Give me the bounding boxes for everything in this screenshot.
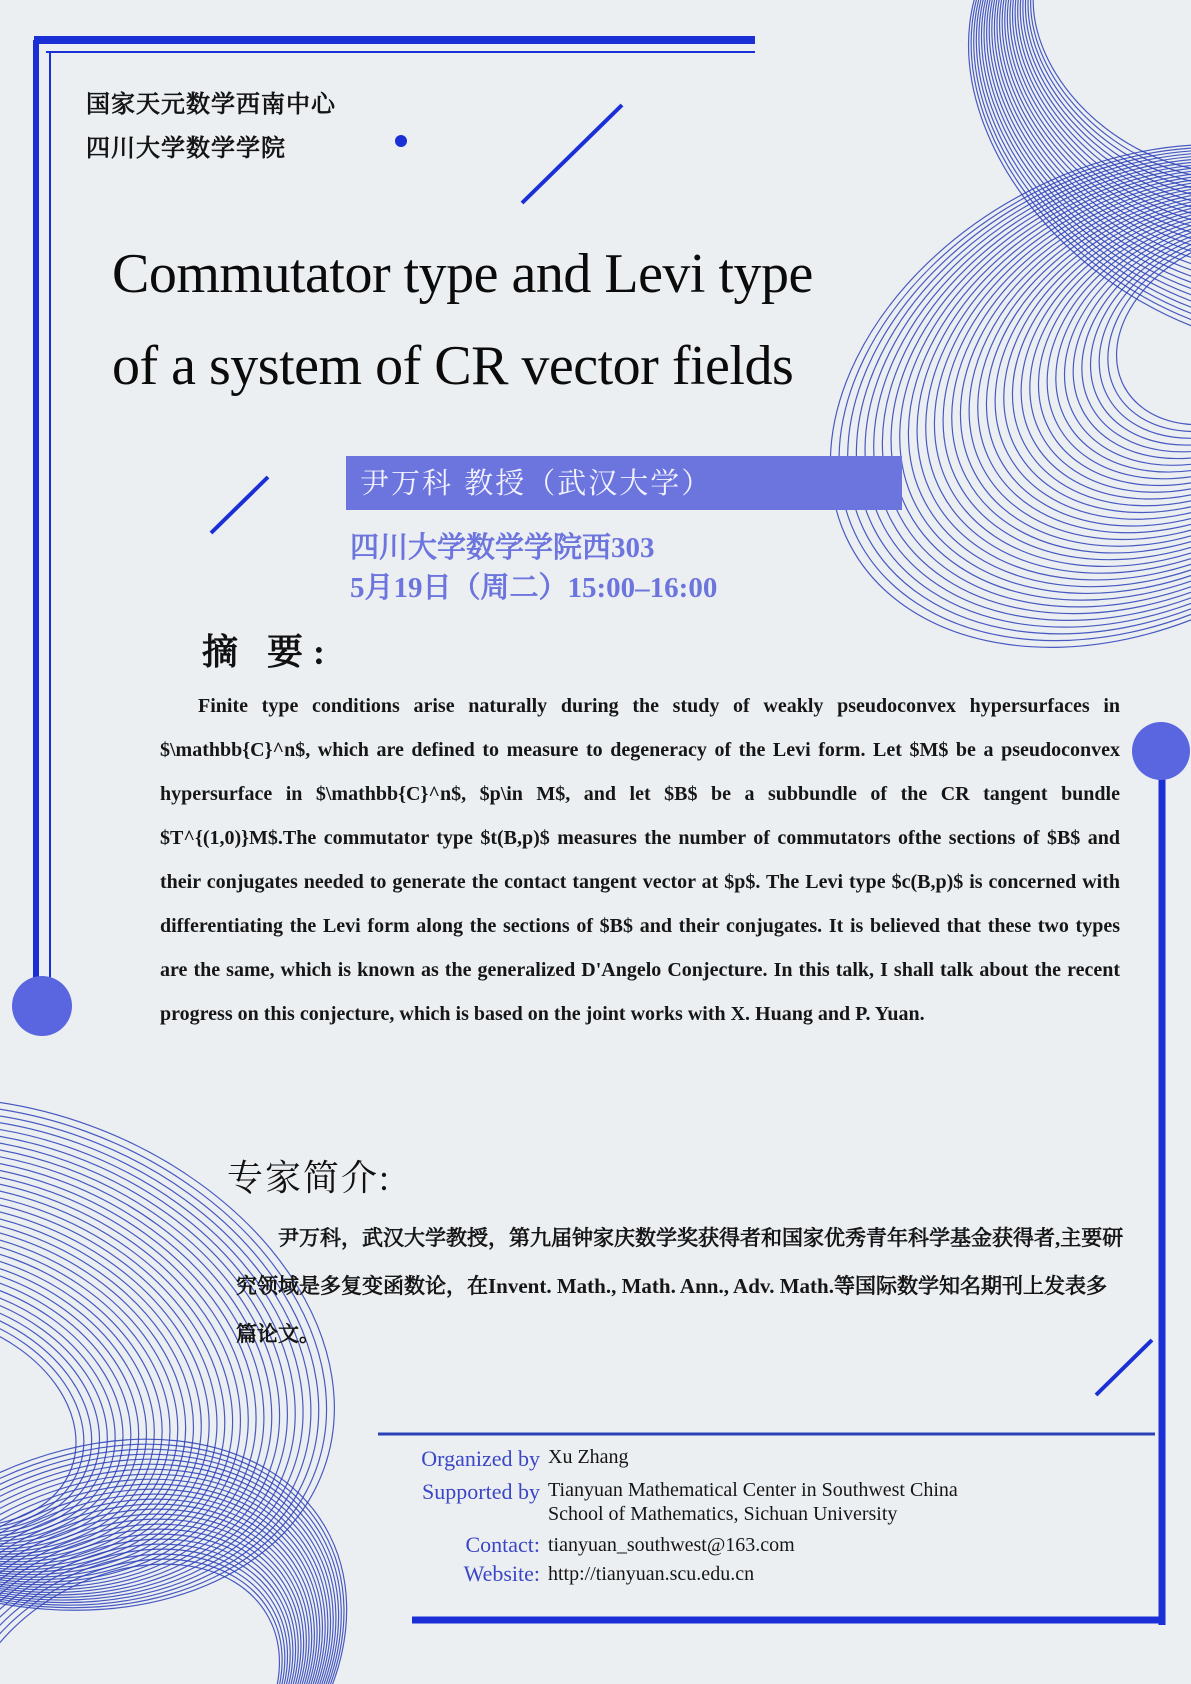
organized-by-value: Xu Zhang (548, 1446, 629, 1468)
accent-slash-middle (211, 477, 268, 533)
line-art-curve (0, 1363, 419, 1684)
contact-email[interactable]: tianyuan_southwest@163.com (548, 1534, 795, 1556)
accent-dot-small (395, 135, 407, 147)
abstract-heading: 摘 要: (202, 632, 335, 672)
organizer-line-1: 国家天元数学西南中心 (86, 92, 336, 118)
organized-by-label: Organized by (421, 1446, 540, 1471)
supported-by-label: Supported by (422, 1479, 540, 1504)
venue: 四川大学数学学院西303 (350, 532, 655, 564)
talk-time: 5月19日（周二）15:00–16:00 (350, 572, 718, 604)
abstract-body: Finite type conditions arise naturally during the study of weakly pseudoconvex hypersurfaces in $\mathbb{C}^n$, which are defined to measure to degeneracy of the Levi form. Let $M$ be a pseudoconvex hypersurface in $\mathbb{C}^n$, $p\in M$, and let $B$ be a subbundle of the CR tangent bundle $T^{(1,0)}M$.The commutator type $t(B,p)$ measures the number of commutators ofthe sections of $B$ and their conjugates needed to generate the contact tangent vector at $p$. The Levi type $c(B,p)$ is concerned with differentiating the Levi form along the sections of $B$ and their conjugates. It is believed that these two types are the same, which is known as the generalized D'Angelo Conjecture. In this talk, I shall talk about the recent progress on this conjecture, which is based on the joint works with X. Huang and P. Yuan. (160, 695, 1120, 1025)
talk-title-line-2: of a system of CR vector fields (112, 335, 794, 397)
supported-by-value-1: Tianyuan Mathematical Center in Southwest China (548, 1479, 958, 1501)
contact-label: Contact: (465, 1532, 540, 1557)
talk-title (112, 228, 1012, 412)
supported-by-value-2: School of Mathematics, Sichuan University (548, 1503, 898, 1525)
talk-title-line-1: Commutator type and Levi type (112, 243, 813, 305)
accent-slash-top (522, 105, 622, 203)
line-art-curve (0, 1042, 370, 1682)
website-link[interactable]: http://tianyuan.scu.edu.cn (548, 1563, 755, 1585)
speaker-banner: 尹万科 教授（武汉大学） (346, 456, 902, 510)
line-art-curve (0, 1034, 380, 1684)
website-label: Website: (463, 1561, 540, 1586)
line-art-curve (0, 1139, 261, 1632)
bio-heading: 专家简介: (227, 1158, 392, 1198)
accent-dot-right (1132, 722, 1190, 780)
bio-body: 尹万科，武汉大学教授，第九届钟家庆数学奖获得者和国家优秀青年科学基金获得者,主要研究领域是多复变函数论，在Invent. Math., Math. Ann., Adv. Math.等国际数学知名期刊上发表多篇论文。 (236, 1226, 1124, 1346)
organizer-line-2: 四川大学数学学院 (86, 136, 286, 162)
accent-dot-left (12, 976, 72, 1036)
